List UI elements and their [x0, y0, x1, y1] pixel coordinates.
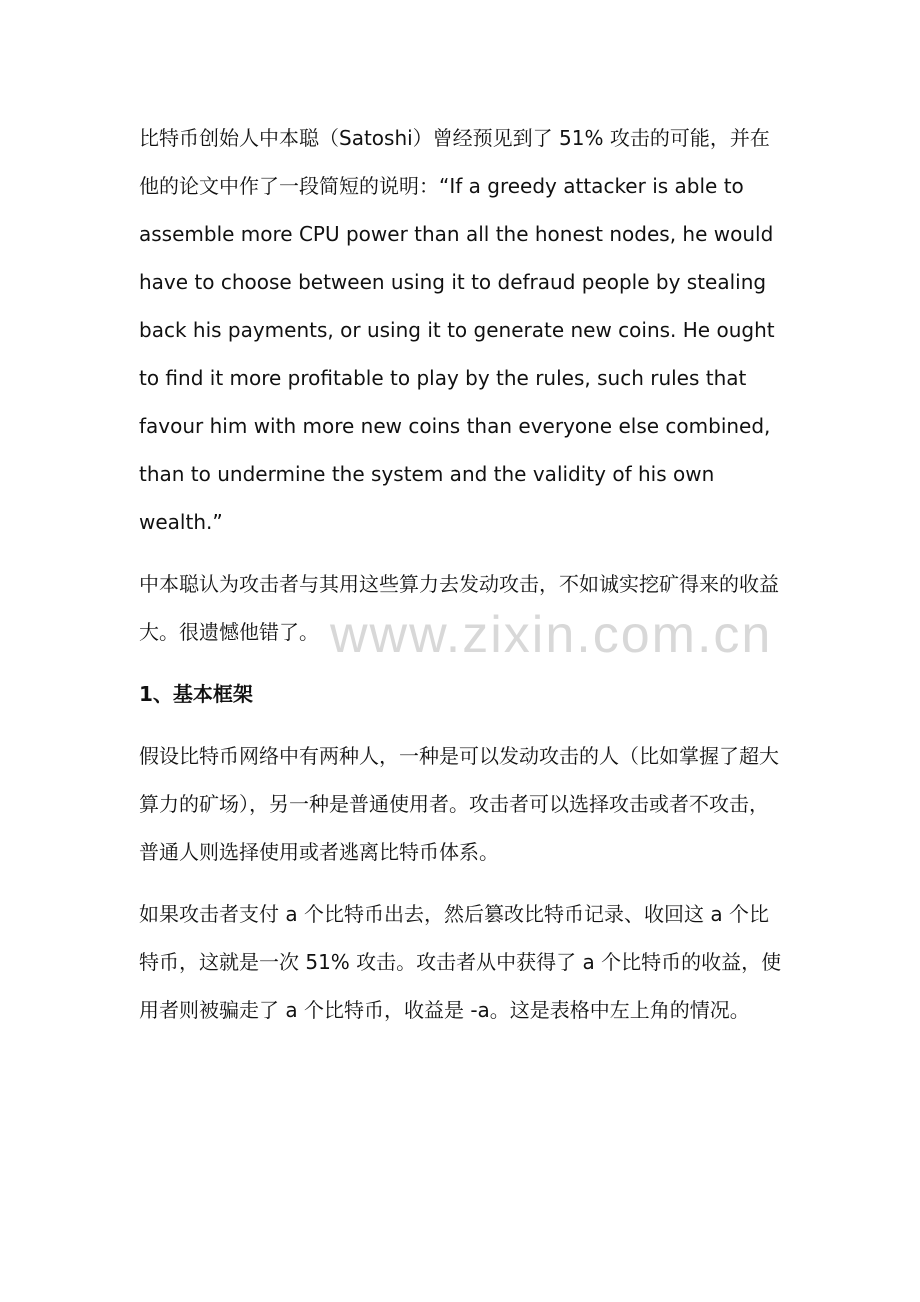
paragraph-attack-case: 如果攻击者支付 a 个比特币出去，然后篡改比特币记录、收回这 a 个比特币，这就是一次 51% 攻击。攻击者从中获得了 a 个比特币的收益，使用者则被骗走了 a 个比特币，收益是 -a。这是表格中左上角的情况。 — [139, 902, 782, 1022]
document-body — [139, 114, 784, 1048]
paragraph-framework: 假设比特币网络中有两种人，一种是可以发动攻击的人（比如掌握了超大算力的矿场），另一种是普通使用者。攻击者可以选择攻击或者不攻击，普通人则选择使用或者逃离比特币体系。 — [139, 744, 779, 864]
paragraph-satoshi-quote: 比特币创始人中本聪（Satoshi）曾经预见到了 51% 攻击的可能，并在他的论文中作了一段简短的说明：“If a greedy attacker is able to assemble more CPU power than all the honest nodes, he would have to choose between using it to defraud people by stealing back his payments, or using it to generate new coins. He ought to find it more profitable to play by the rules, such rules that favour him with more new coins than everyone else combined, than to undermine the system and the validity of his own wealth.” — [139, 126, 775, 534]
paragraph-conclusion: 中本聪认为攻击者与其用这些算力去发动攻击，不如诚实挖矿得来的收益大。很遗憾他错了。 — [139, 572, 779, 644]
watermark: www.zixin.com.cn — [330, 606, 773, 664]
section-heading: 1、基本框架 — [139, 682, 253, 706]
